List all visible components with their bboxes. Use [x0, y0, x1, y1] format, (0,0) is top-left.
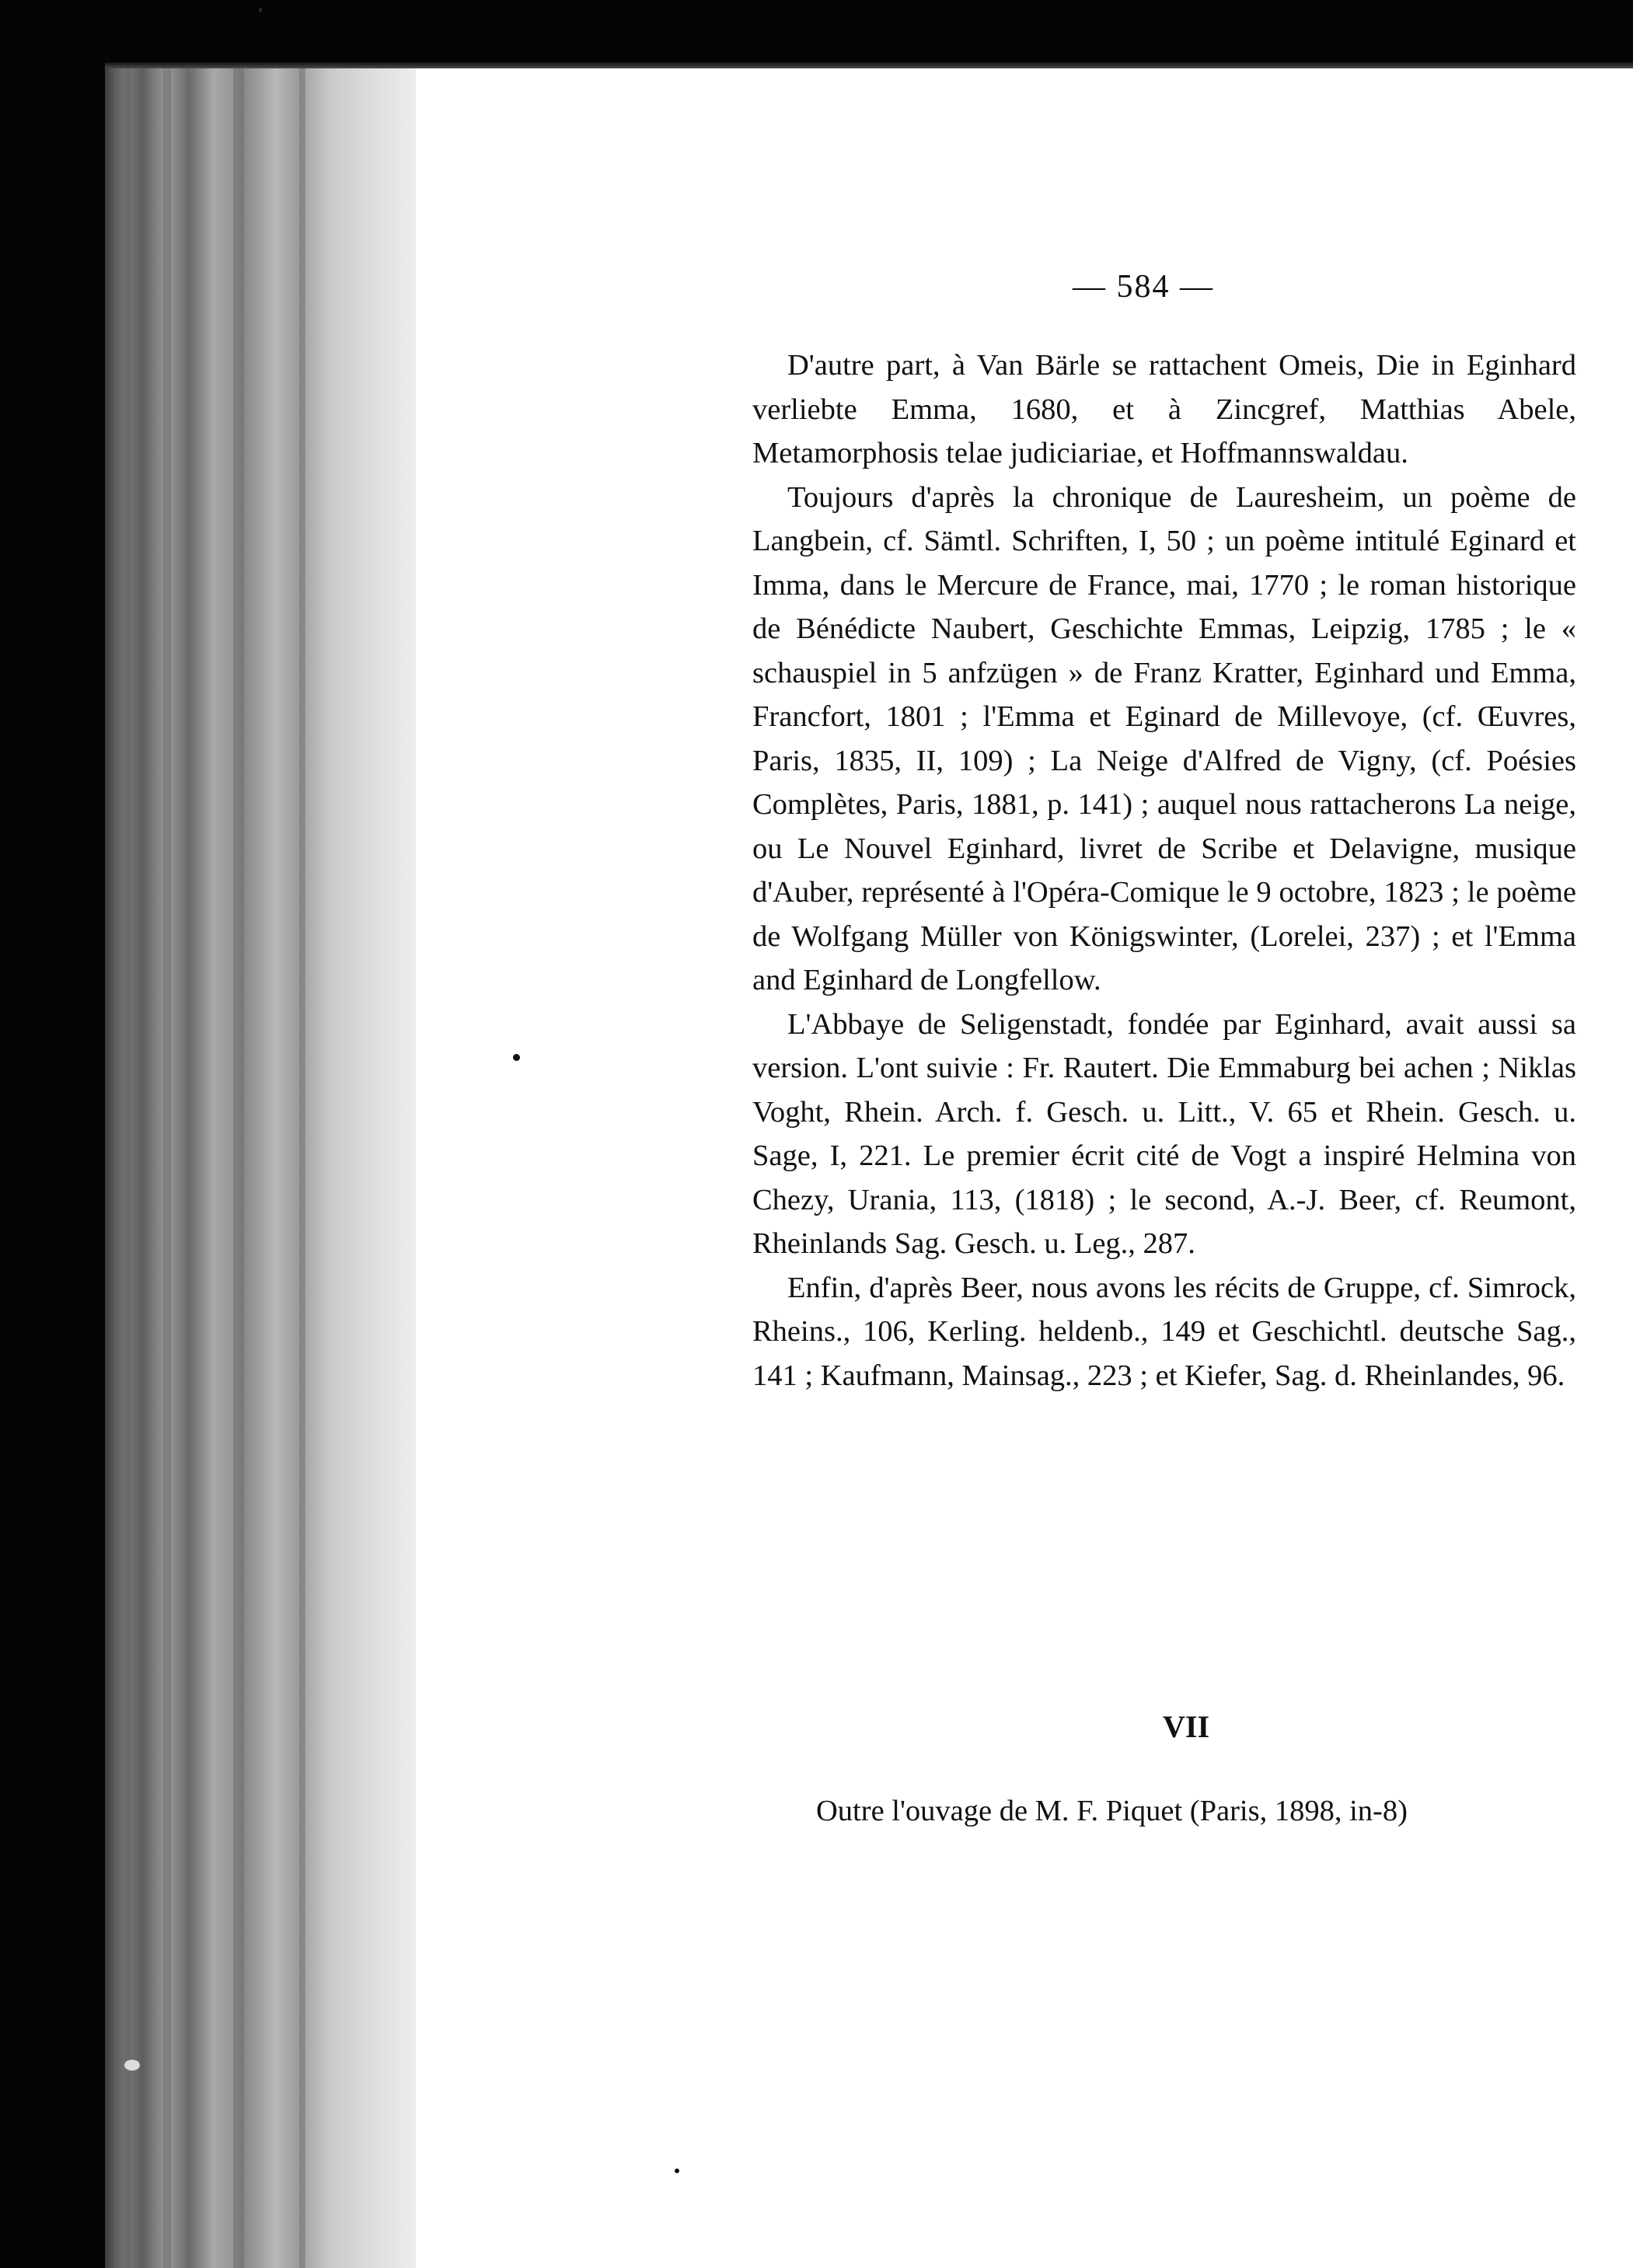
- scan-artifact: [124, 2060, 140, 2071]
- gutter-stripe: [233, 68, 244, 2268]
- gutter-stripe: [117, 68, 131, 2268]
- paragraph: Toujours d'après la chronique de Lauresheim, un poème de Langbein, cf. Sämtl. Schriften, I, 50 ; un poème intitulé Eginard et Imma, dans le Mercure de France, mai, 1770 ; le roman historique de Bénédicte Naubert, Geschichte Emmas, Leipzig, 1785 ; le « schauspiel in 5 anfzügen » de Franz Kratter, Eginhard und Emma, Francfort, 1801 ; l'Emma et Eginard de Millevoye, (cf. Œuvres, Paris, 1835, II, 109) ; La Neige d'Alfred de Vigny, (cf. Poésies Complètes, Paris, 1881, p. 141) ; auquel nous rattacherons La neige, ou Le Nouvel Eginhard, livret de Scribe et Delavigne, musique d'Auber, représenté à l'Opéra-Comique le 9 octobre, 1823 ; le poème de Wolfgang Müller von Königswinter, (Lorelei, 237) ; et l'Emma and Eginhard de Longfellow.: [752, 480, 1576, 996]
- section-heading: VII: [1163, 1709, 1210, 1744]
- body-text: [752, 344, 1576, 1397]
- scan-artifact: [259, 8, 262, 12]
- gutter-stripe: [163, 68, 171, 2268]
- paragraph: Enfin, d'après Beer, nous avons les récits de Gruppe, cf. Simrock, Rheins., 106, Kerling. heldenb., 149 et Geschichtl. deutsche Sag., 141 ; Kaufmann, Mainsag., 223 ; et Kiefer, Sag. d. Rheinlandes, 96.: [752, 1271, 1576, 1392]
- continuation-line: Outre l'ouvage de M. F. Piquet (Paris, 1898, in-8): [816, 1795, 1408, 1827]
- page-number: — 584 —: [1073, 269, 1214, 305]
- book-gutter: [105, 68, 416, 2268]
- ink-speck: [513, 1054, 520, 1061]
- ink-speck: [675, 2169, 679, 2173]
- paragraph: L'Abbaye de Seligenstadt, fondée par Eginhard, avait aussi sa version. L'ont suivie : Fr. Rautert. Die Emmaburg bei achen ; Niklas Voght, Rhein. Arch. f. Gesch. u. Litt., V. 65 et Rhein. Gesch. u. Sage, I, 221. Le premier écrit cité de Vogt a inspiré Helmina von Chezy, Urania, 113, (1818) ; le second, A.-J. Beer, cf. Reumont, Rheinlands Sag. Gesch. u. Leg., 287.: [752, 1007, 1576, 1260]
- paragraph: D'autre part, à Van Bärle se rattachent Omeis, Die in Eginhard verliebte Emma, 1680, et à Zincgref, Matthias Abele, Metamorphosis telae judiciariae, et Hoffmannswaldau.: [752, 349, 1576, 469]
- gutter-stripe: [299, 68, 305, 2268]
